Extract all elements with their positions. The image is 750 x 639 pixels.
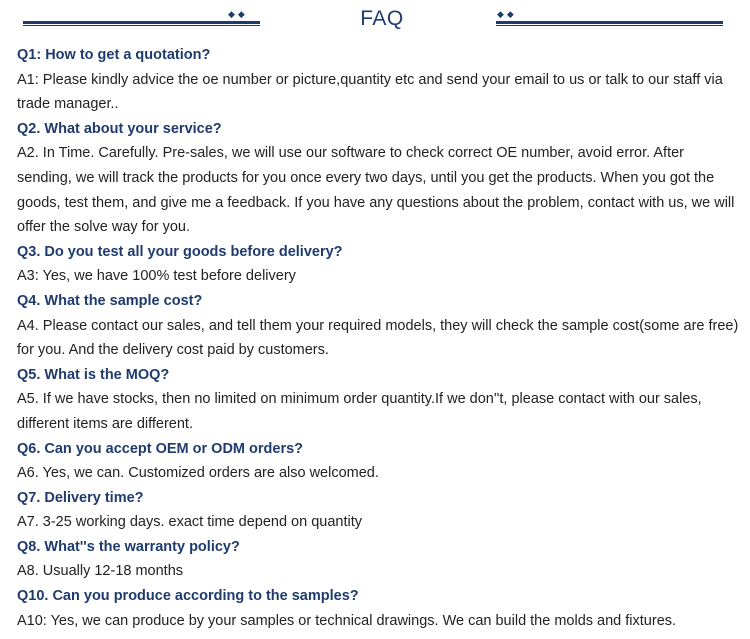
faq-item (17, 240, 741, 289)
faq-question: Q1: How to get a quotation? (17, 47, 211, 63)
faq-answer: A3: Yes, we have 100% test before delivery (17, 268, 296, 285)
faq-item (17, 117, 741, 240)
faq-answer: A6. Yes, we can. Customized orders are also welcomed. (17, 465, 379, 482)
faq-answer: A5. If we have stocks, then no limited on minimum order quantity.If we don''t, please contact with our sales, different items are different. (17, 391, 702, 432)
faq-answer: A4. Please contact our sales, and tell them your required models, they will check the sample cost(some are free) for you. And the delivery cost paid by customers. (17, 317, 739, 359)
faq-item (17, 584, 741, 633)
faq-header (0, 0, 750, 40)
faq-question: Q2. What about your service? (17, 120, 222, 137)
faq-list (17, 43, 741, 633)
faq-answer: A7. 3-25 working days. exact time depend on quantity (17, 514, 362, 531)
faq-question: Q6. Can you accept OEM or ODM orders? (17, 440, 304, 457)
faq-answer: A10: Yes, we can produce by your samples or technical drawings. We can build the molds and fixtures. (17, 612, 677, 629)
faq-item (17, 363, 741, 437)
header-divider-left (23, 21, 260, 24)
faq-answer: A1: Please kindly advice the oe number or picture,quantity etc and send your email to us or talk to our staff via trade manager.. (17, 71, 723, 113)
diamond-ornament-right-icon: ◆◆ (497, 9, 517, 19)
faq-item (17, 535, 741, 584)
faq-answer: A8. Usually 12-18 months (17, 563, 184, 580)
faq-item (17, 486, 741, 535)
faq-item (17, 43, 741, 117)
faq-question: Q8. What''s the warranty policy? (17, 538, 240, 555)
faq-question: Q7. Delivery time? (17, 489, 144, 506)
faq-question: Q5. What is the MOQ? (17, 366, 170, 383)
faq-question: Q3. Do you test all your goods before delivery? (17, 243, 343, 260)
faq-answer: A2. In Time. Carefully. Pre-sales, we will use our software to check correct OE number, avoid error. After sending, we will track the products for you once every two days, until you get the products. When you got the goods, test them, and give me a feedback. If you have any questions about the problem, contact with us, we will offer the solve way for you. (17, 145, 735, 236)
header-divider-right (496, 21, 723, 24)
faq-item (17, 437, 741, 486)
faq-item (17, 289, 741, 363)
faq-question: Q4. What the sample cost? (17, 292, 203, 309)
diamond-ornament-left-icon: ◆◆ (228, 9, 248, 19)
page-title: FAQ (360, 7, 404, 30)
faq-question: Q10. Can you produce according to the samples? (17, 588, 359, 605)
